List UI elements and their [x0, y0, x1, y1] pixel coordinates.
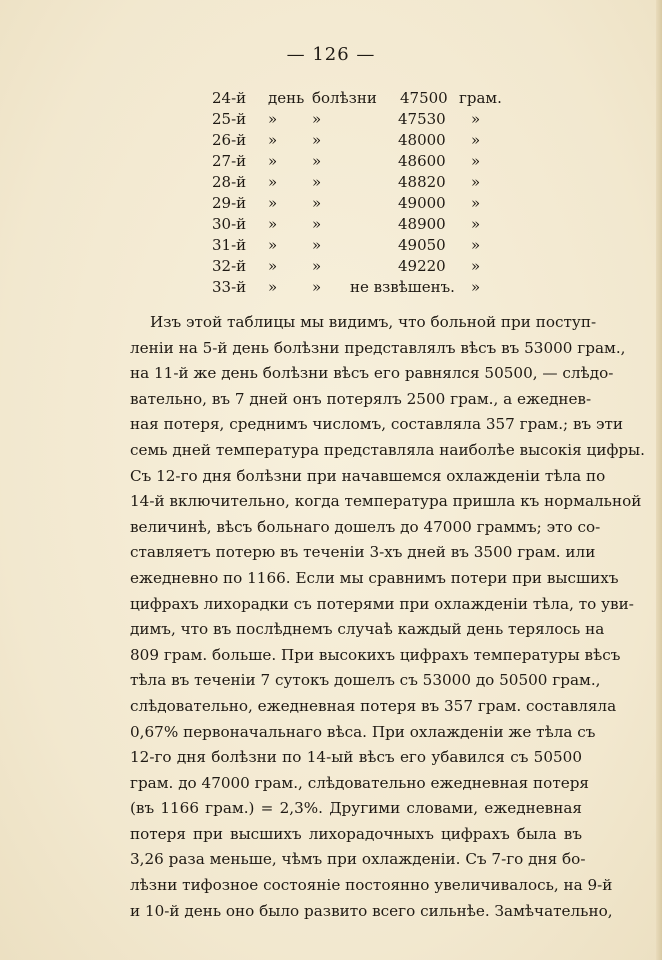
text-line: (въ 1166 грам.) = 2,3%. Другими словами, ежедневная — [130, 799, 582, 818]
word-cell: » — [268, 257, 278, 275]
text-line: 12-го дня болѣзни по 14-ый вѣсъ его убавился съ 50500 — [130, 748, 582, 767]
word-cell: » — [312, 110, 322, 128]
day-cell: 33-й — [212, 278, 247, 296]
table-row — [212, 235, 512, 256]
text-line: грам. до 47000 грам., слѣдовательно ежедневная потеря — [130, 773, 590, 792]
text-line: цифрахъ лихорадки съ потерями при охлажденіи тѣла, то уви- — [130, 594, 634, 613]
word-cell: » — [312, 152, 322, 170]
page-edge — [656, 0, 662, 960]
word-cell: » — [312, 131, 322, 149]
weight-cell: 49220 — [398, 257, 446, 275]
text-line: димъ, что въ послѣднемъ случаѣ каждый день терялось на — [130, 620, 605, 639]
weight-cell: 48820 — [398, 173, 446, 191]
unit-cell: » — [471, 194, 481, 212]
word-cell: » — [312, 236, 322, 254]
weight-cell: 48600 — [398, 152, 446, 170]
word-cell: » — [268, 152, 278, 170]
table-row — [212, 277, 512, 298]
word-cell: » — [268, 236, 278, 254]
word-cell: » — [312, 173, 322, 191]
unit-cell: » — [471, 173, 481, 191]
text-line: и 10-й день оно было развито всего сильнѣе. Замѣчательно, — [130, 901, 613, 920]
word-cell: » — [268, 278, 278, 296]
day-cell: 26-й — [212, 131, 247, 149]
word-cell: » — [312, 215, 322, 233]
text-line: потеря при высшихъ лихорадочныхъ цифрахъ была въ — [130, 824, 582, 843]
text-line: 3,26 раза меньше, чѣмъ при охлажденіи. Съ 7-го дня бо- — [130, 850, 586, 869]
text-line: 14-й включительно, когда температура пришла къ нормальной — [130, 492, 642, 511]
day-cell: 32-й — [212, 257, 247, 275]
table-row — [212, 193, 512, 214]
body-paragraph — [130, 310, 645, 924]
text-line: 0,67% первоначальнаго вѣса. При охлажденіи же тѣла съ — [130, 722, 596, 741]
text-line: вательно, въ 7 дней онъ потерялъ 2500 грам., а ежеднев- — [130, 389, 592, 408]
word-cell: день — [268, 89, 305, 107]
text-line: 809 грам. больше. При высокихъ цифрахъ температуры вѣсъ — [130, 645, 621, 664]
weight-table — [212, 88, 512, 298]
table-row — [212, 214, 512, 235]
weight-cell: 47500 — [400, 89, 448, 107]
table-row — [212, 172, 512, 193]
table-row — [212, 88, 512, 109]
table-row — [212, 130, 512, 151]
unit-cell: » — [471, 257, 481, 275]
text-line: на 11-й же день болѣзни вѣсъ его равнялся 50500, — слѣдо- — [130, 364, 614, 383]
table-row — [212, 256, 512, 277]
weight-cell: 47530 — [398, 110, 446, 128]
word-cell: » — [268, 173, 278, 191]
word-cell: » — [268, 215, 278, 233]
day-cell: 31-й — [212, 236, 247, 254]
weight-cell: 49050 — [398, 236, 446, 254]
text-line: величинѣ, вѣсъ больнаго дошелъ до 47000 граммъ; это со- — [130, 517, 601, 536]
text-line: Съ 12-го дня болѣзни при начавшемся охлажденіи тѣла по — [130, 466, 606, 485]
unit-cell: » — [471, 110, 481, 128]
text-line: ная потеря, среднимъ числомъ, составляла 357 грам.; въ эти — [130, 415, 624, 434]
weight-cell: 48000 — [398, 131, 446, 149]
table-row — [212, 109, 512, 130]
text-line: Изъ этой таблицы мы видимъ, что больной при поступ- — [150, 313, 597, 331]
word-cell: » — [268, 110, 278, 128]
day-cell: 30-й — [212, 215, 247, 233]
day-cell: 28-й — [212, 173, 247, 191]
text-line: тѣла въ теченіи 7 сутокъ дошелъ съ 53000 до 50500 грам., — [130, 671, 601, 690]
word-cell: » — [268, 131, 278, 149]
weight-cell: не взвѣшенъ. — [350, 278, 455, 296]
unit-cell: » — [471, 236, 481, 254]
day-cell: 25-й — [212, 110, 247, 128]
unit-cell: » — [471, 278, 481, 296]
unit-cell: » — [471, 152, 481, 170]
text-line: слѣдовательно, ежедневная потеря въ 357 грам. составляла — [130, 696, 617, 715]
page-number: — 126 — — [286, 44, 376, 65]
day-cell: 27-й — [212, 152, 247, 170]
word-cell: » — [312, 278, 322, 296]
word-cell: » — [268, 194, 278, 212]
unit-cell: » — [471, 215, 481, 233]
text-line: ежедневно по 1166. Если мы сравнимъ потери при высшихъ — [130, 568, 619, 587]
day-cell: 24-й — [212, 89, 247, 107]
text-line: семь дней температура представляла наиболѣе высокія цифры. — [130, 440, 645, 459]
weight-cell: 48900 — [398, 215, 446, 233]
text-line: леніи на 5-й день болѣзни представлялъ вѣсъ въ 53000 грам., — [130, 338, 626, 357]
word-cell: » — [312, 194, 322, 212]
word-cell: » — [312, 257, 322, 275]
unit-cell: » — [471, 131, 481, 149]
text-line: лѣзни тифозное состояніе постоянно увеличивалось, на 9-й — [130, 876, 613, 895]
word-cell: болѣзни — [312, 89, 377, 107]
table-row — [212, 151, 512, 172]
unit-cell: грам. — [459, 89, 502, 107]
day-cell: 29-й — [212, 194, 247, 212]
weight-cell: 49000 — [398, 194, 446, 212]
text-line: ставляетъ потерю въ теченіи 3-хъ дней въ 3500 грам. или — [130, 543, 596, 562]
